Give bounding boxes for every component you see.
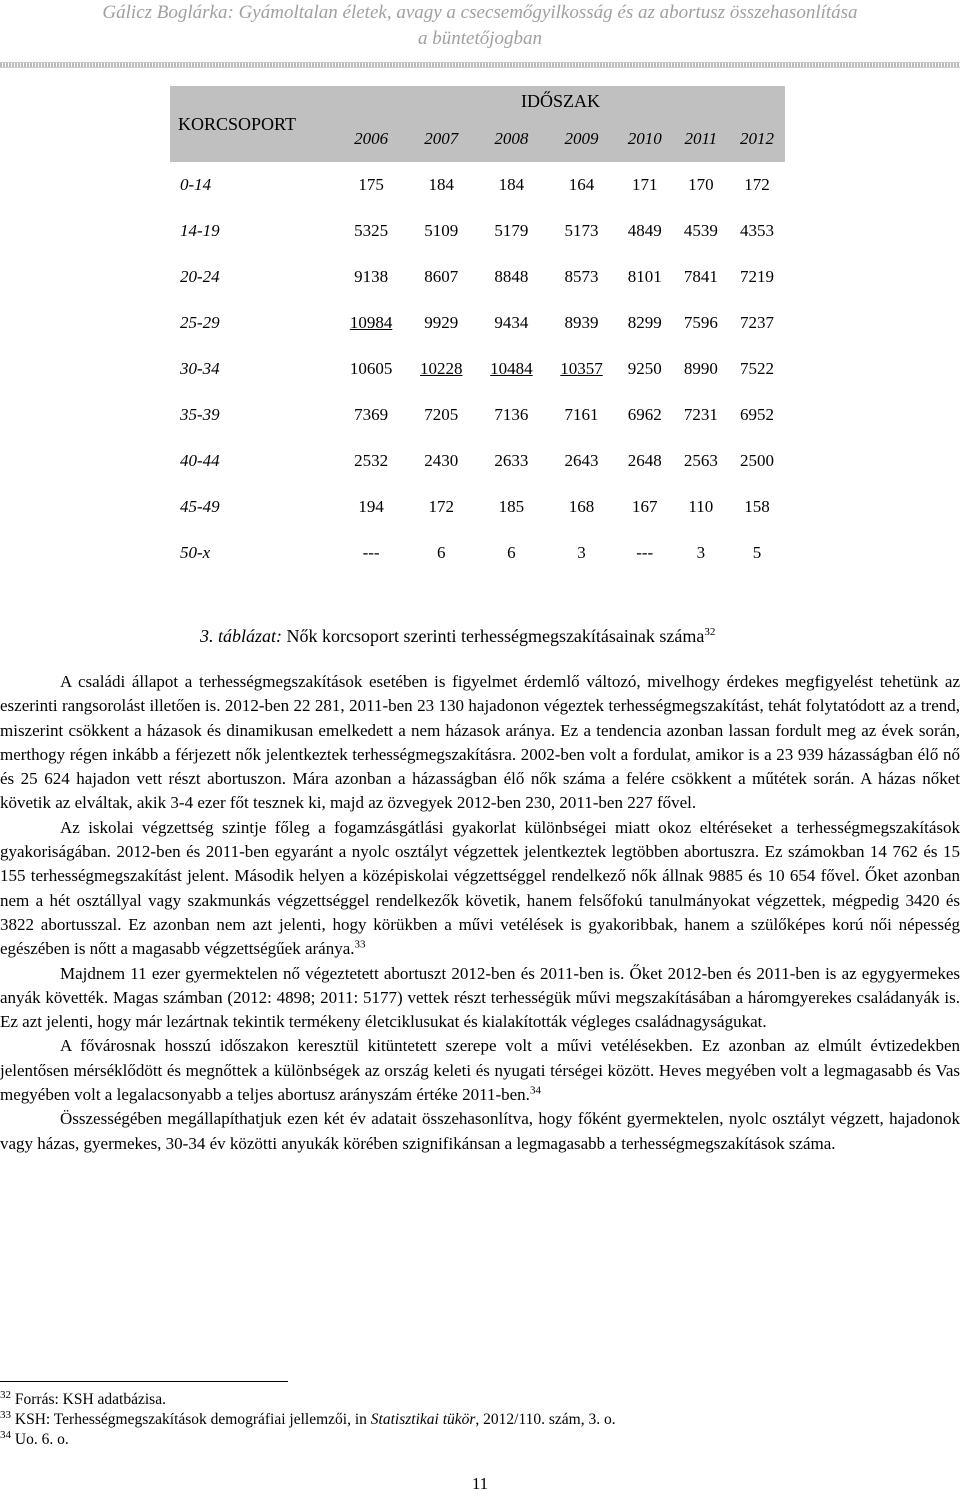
year-header-cell: 2010 <box>617 116 673 162</box>
footnote-number: 34 <box>0 1428 11 1441</box>
age-group-cell: 50-x <box>180 543 211 562</box>
age-group-cell: 35-39 <box>180 405 220 424</box>
value-cell <box>617 530 673 576</box>
value-cell <box>673 484 729 530</box>
value-text: 170 <box>688 175 714 194</box>
value-cell <box>336 530 406 576</box>
value-text: 2532 <box>354 451 389 470</box>
value-text: 10484 <box>490 359 533 378</box>
value-text: 7596 <box>683 313 718 332</box>
value-text: 7522 <box>739 359 774 378</box>
value-text: 4849 <box>627 221 662 240</box>
value-text: 10228 <box>419 359 463 378</box>
value-cell <box>546 208 616 254</box>
value-cell <box>336 438 406 484</box>
value-text: 184 <box>498 175 525 194</box>
value-cell <box>406 484 476 530</box>
value-cell <box>673 346 729 392</box>
value-text: 4353 <box>739 221 774 240</box>
value-text: 5109 <box>424 221 459 240</box>
table-caption <box>200 624 900 648</box>
footnote-text: KSH: Terhességmegszakítások demográfiai jellemzői, in <box>14 1411 371 1428</box>
value-cell <box>546 530 616 576</box>
value-text: 2648 <box>627 451 662 470</box>
value-text: 6952 <box>739 405 774 424</box>
page-number: 11 <box>471 1474 489 1493</box>
value-text: 5179 <box>494 221 529 240</box>
year-header-cell: 2012 <box>729 116 785 162</box>
value-cell <box>617 346 673 392</box>
value-cell <box>476 300 546 346</box>
value-cell <box>617 300 673 346</box>
value-text: 2643 <box>564 451 599 470</box>
value-cell <box>336 346 406 392</box>
value-cell <box>617 438 673 484</box>
footnote-italic: Statisztikai tükör <box>370 1411 476 1428</box>
value-text: 172 <box>744 175 770 194</box>
table-row <box>170 438 785 484</box>
age-group-cell: 20-24 <box>180 267 220 286</box>
value-cell <box>673 438 729 484</box>
value-cell <box>617 254 673 300</box>
value-cell <box>546 484 616 530</box>
footnotes <box>0 1390 960 1450</box>
paragraph-text: Az iskolai végzettség szintje főleg a fogamzásgátlási gyakorlat különbségei miatt okoz eltéréseket a terhességmegszakítások gyakoriságában. 2012-ben és 2011-ben egyaránt a nyolc osztályt végzettek jelentkeztek legtöbben abortuszra. Ez számokban 14 762 és 15 155 terhességmegszakítást jelent. Második helyen a középiskolai végzettséggel rendelkező nők állnak 9885 és 10 654 fővel. Őket azonban nem a hét osztállyal vagy szakmunkás végzettséggel rendelkezők követik, hanem felsőfokú tanulmányokat végzettek, mégpedig 3420 és 3822 abortusszal. Ez azonban nem azt jelenti, hogy körükben a művi vetélések is gyakoribbak, hanem a szülőképes korú női népesség egészében is nőtt a magasabb végzettségűek aránya. <box>0 817 960 959</box>
footnote-number: 32 <box>0 1388 11 1401</box>
footnote-number: 33 <box>0 1408 11 1421</box>
value-text: 10605 <box>349 359 393 378</box>
value-text: 7136 <box>494 405 529 424</box>
value-cell <box>476 208 546 254</box>
value-text: 6 <box>507 543 516 562</box>
value-cell <box>476 346 546 392</box>
value-cell <box>406 530 476 576</box>
caption-text: Nők korcsoport szerinti terhességmegszakításainak száma <box>282 626 705 646</box>
value-text: 5 <box>752 543 762 562</box>
period-header: IDŐSZAK <box>336 86 785 116</box>
value-text: 175 <box>358 175 384 194</box>
value-text: 9434 <box>494 313 529 332</box>
value-text: 7205 <box>424 405 459 424</box>
value-text: 110 <box>688 497 714 516</box>
value-cell <box>673 392 729 438</box>
age-group-cell: 40-44 <box>180 451 220 470</box>
value-cell <box>617 162 673 208</box>
footnote-ref: 34 <box>529 1084 541 1097</box>
paragraph-text: A fővárosnak hosszú időszakon keresztül kitüntetett szerepe volt a művi vetélésekben. Ez azonban az elmúlt évtizedekben jelentősen mérséklődött és megnőttek a különbségek az ország keleti és nyugati térségei között. Heves megyében volt a legmagasabb és Vas megyében volt a legalacsonyabb a teljes abortusz arányszám értéke 2011-ben. <box>0 1036 960 1105</box>
value-text: 8299 <box>627 313 662 332</box>
paragraph-summary <box>0 1107 960 1156</box>
table-row <box>170 254 785 300</box>
year-header-cell: 2007 <box>406 116 476 162</box>
value-text: 184 <box>428 175 454 194</box>
age-group-cell: 45-49 <box>180 497 220 516</box>
table-row <box>170 484 785 530</box>
table-row <box>170 162 785 208</box>
value-cell <box>729 484 785 530</box>
value-text: 168 <box>568 497 595 516</box>
header-line-2: a büntetőjogban <box>417 28 543 49</box>
table-row <box>170 300 785 346</box>
table-header-row <box>170 86 785 116</box>
value-text: --- <box>636 543 654 562</box>
value-cell <box>476 484 546 530</box>
year-header-cell: 2008 <box>476 116 546 162</box>
corner-cell: KORCSOPORT <box>170 86 336 162</box>
value-cell <box>617 208 673 254</box>
value-text: 8848 <box>494 267 529 286</box>
value-text: 9250 <box>627 359 662 378</box>
value-cell <box>476 530 546 576</box>
year-header-cell: 2011 <box>673 116 729 162</box>
value-cell <box>406 300 476 346</box>
value-cell <box>336 208 406 254</box>
value-cell <box>476 254 546 300</box>
value-cell <box>406 438 476 484</box>
value-cell <box>336 254 406 300</box>
value-cell <box>729 208 785 254</box>
value-text: 8573 <box>564 267 599 286</box>
value-text: 167 <box>631 497 658 516</box>
paragraph-marital-status <box>0 670 960 816</box>
footnote <box>0 1410 960 1430</box>
value-cell <box>336 484 406 530</box>
value-text: 7369 <box>354 405 389 424</box>
year-header-cell: 2009 <box>546 116 616 162</box>
value-text: 2633 <box>494 451 529 470</box>
paragraph-text: Majdnem 11 ezer gyermektelen nő végeztetett abortuszt 2012-ben és 2011-ben is. Őket 2012-ben és 2011-ben is az egygyermekes anyák követték. Magas számban (2012: 4898; 2011: 5177) vettek részt terhességük művi megszakításában a háromgyerekes családanyák is. Ez azt jelenti, hogy már lezártnak tekintik termékeny életciklusukat és kialakították végleges családnagyságukat. <box>0 963 960 1032</box>
value-cell <box>673 300 729 346</box>
value-cell <box>673 162 729 208</box>
paragraph-education <box>0 816 960 962</box>
value-text: 194 <box>358 497 384 516</box>
value-cell <box>336 392 406 438</box>
value-cell <box>729 438 785 484</box>
age-group-cell: 30-34 <box>180 359 220 378</box>
header-rule <box>0 62 960 68</box>
value-cell <box>729 254 785 300</box>
value-text: 8607 <box>424 267 459 286</box>
value-cell <box>546 392 616 438</box>
value-cell <box>546 254 616 300</box>
value-cell <box>729 392 785 438</box>
value-text: 9138 <box>354 267 389 286</box>
value-text: 7161 <box>564 405 599 424</box>
value-text: 7237 <box>739 313 774 332</box>
value-cell <box>729 530 785 576</box>
value-text: 8990 <box>683 359 718 378</box>
header-line-1: Gálicz Boglárka: Gyámoltalan életek, avagy a csecsemőgyilkosság és az abortusz összehasonlítása <box>102 2 858 23</box>
value-cell <box>336 300 406 346</box>
footnote-text: Forrás: KSH adatbázisa. <box>14 1391 166 1408</box>
table-row <box>170 208 785 254</box>
caption-footnote-ref: 32 <box>704 626 716 638</box>
value-cell <box>546 162 616 208</box>
paragraph-regions <box>0 1034 960 1107</box>
value-text: 6962 <box>627 405 662 424</box>
value-cell <box>617 484 673 530</box>
footnote-separator <box>0 1381 288 1382</box>
value-cell <box>476 392 546 438</box>
age-group-cell: 14-19 <box>180 221 220 240</box>
value-cell <box>546 346 616 392</box>
value-text: 7219 <box>739 267 774 286</box>
value-text: 4539 <box>683 221 718 240</box>
value-text: 2563 <box>683 451 718 470</box>
value-cell <box>673 208 729 254</box>
value-text: 5325 <box>354 221 389 240</box>
value-cell <box>406 346 476 392</box>
value-text: 158 <box>744 497 770 516</box>
value-cell <box>729 346 785 392</box>
value-text: 5173 <box>564 221 599 240</box>
value-text: 2430 <box>424 451 459 470</box>
value-text: 2500 <box>739 451 774 470</box>
paragraph-children <box>0 962 960 1035</box>
value-text: 6 <box>436 543 446 562</box>
value-text: 3 <box>577 543 586 562</box>
age-group-cell: 25-29 <box>180 313 220 332</box>
value-text: 164 <box>568 175 595 194</box>
table-row <box>170 346 785 392</box>
body-text <box>0 670 960 1156</box>
footnote <box>0 1390 960 1410</box>
value-text: 8939 <box>564 313 599 332</box>
year-header-cell: 2006 <box>336 116 406 162</box>
value-text: 9929 <box>424 313 459 332</box>
value-text: 7231 <box>683 405 718 424</box>
age-group-cell: 0-14 <box>180 175 212 194</box>
value-text: 7841 <box>683 267 718 286</box>
footnote <box>0 1430 960 1450</box>
paragraph-text: A családi állapot a terhességmegszakítások esetében is figyelmet érdemlő változó, mivelhogy érdekes megfigyelést tehetünk az eszerinti rangsorolást illetően is. 2012-ben 22 281, 2011-ben 23 130 hajadonon végeztek terhességmegszakítást, tehát folytatódott az a trend, miszerint csökkent a házasok és dinamikusan emelkedett a nem házasok aránya. Ez a tendencia azonban lassan fordult meg az évek során, merthogy régen inkább a férjezett nők jelentkeztek terhességmegszakításra. 2002-ben volt a fordulat, amikor is a 23 939 házasságban élő nő és 25 624 hajadon vett részt abortuszon. Mára azonban a házasságban élő nők száma a felére csökkent a műtétek során. A házas nőket követik az elváltak, akik 3-4 ezer főt tesznek ki, majd az özvegyek 2012-ben 230, 2011-ben 227 fővel. <box>0 672 960 813</box>
running-header <box>0 0 960 52</box>
value-text: 3 <box>696 543 706 562</box>
value-cell <box>476 438 546 484</box>
value-text: 172 <box>428 497 454 516</box>
value-cell <box>336 162 406 208</box>
paragraph-text: Összességében megállapíthatjuk ezen két év adatait összehasonlítva, hogy főként gyermektelen, nyolc osztályt végzett, hajadonok vagy házas, gyermekes, 30-34 év közötti anyukák körében szignifikánsan a legmagasabb a terhességmegszakítások száma. <box>0 1109 960 1153</box>
value-text: 171 <box>631 175 658 194</box>
caption-label: 3. táblázat: <box>200 626 283 646</box>
value-cell <box>546 300 616 346</box>
value-cell <box>673 254 729 300</box>
table-row <box>170 530 785 576</box>
table-row <box>170 392 785 438</box>
value-text: 10984 <box>349 313 393 332</box>
value-cell <box>406 162 476 208</box>
footnote-ref: 33 <box>354 938 366 951</box>
value-text: --- <box>362 543 380 562</box>
value-cell <box>406 254 476 300</box>
abortion-age-table <box>170 86 785 576</box>
value-text: 8101 <box>627 267 662 286</box>
value-cell <box>406 208 476 254</box>
value-text: 10357 <box>560 359 603 378</box>
value-cell <box>617 392 673 438</box>
value-text: 185 <box>498 497 525 516</box>
value-cell <box>406 392 476 438</box>
value-cell <box>546 438 616 484</box>
value-cell <box>729 300 785 346</box>
value-cell <box>673 530 729 576</box>
footnote-text-end: , 2012/110. szám, 3. o. <box>475 1411 616 1428</box>
value-cell <box>476 162 546 208</box>
footnote-text: Uo. 6. o. <box>14 1431 69 1448</box>
value-cell <box>729 162 785 208</box>
